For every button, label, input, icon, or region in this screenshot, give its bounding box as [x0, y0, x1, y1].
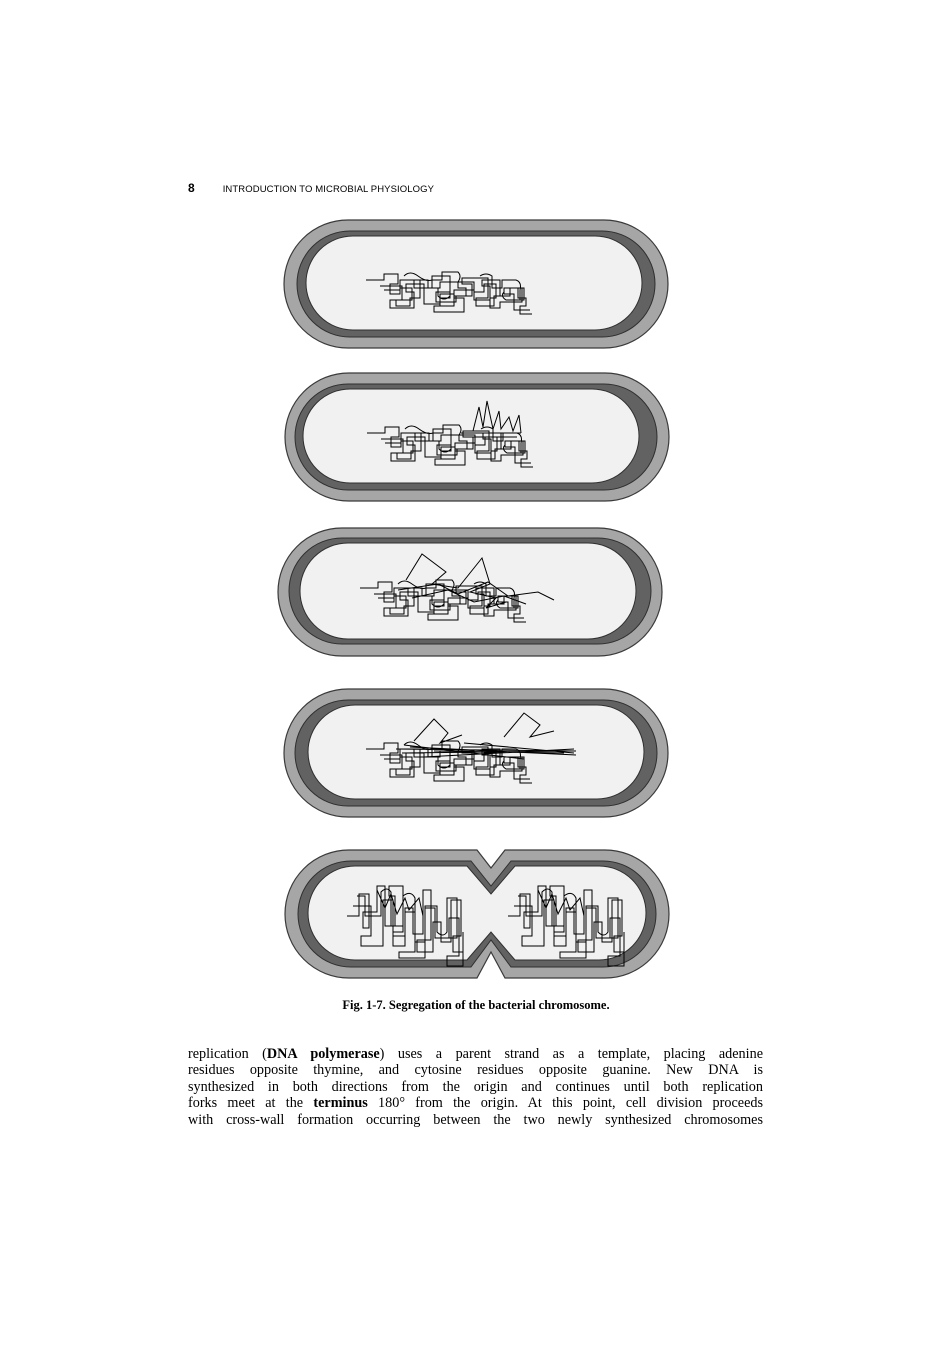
body-line-4 — [188, 1095, 763, 1111]
figure-chromosome-segregation — [270, 212, 682, 992]
figure-caption: Fig. 1-7. Segregation of the bacterial chromosome. — [342, 998, 610, 1012]
cell-panel-3 — [278, 528, 662, 656]
body-line-1 — [188, 1046, 763, 1062]
body-paragraph — [188, 1046, 763, 1128]
cell-panel-5-dividing — [285, 850, 669, 978]
body-line-5: with cross-wall formation occurring between the two newly synthesized chromosomes — [188, 1111, 763, 1128]
cell-panel-2 — [285, 373, 669, 501]
cell-panel-1 — [284, 220, 668, 348]
body-line-3: synthesized in both directions from the origin and continues until both replication — [188, 1078, 763, 1095]
term-dna-polymerase: DNA polymerase — [266, 1046, 380, 1062]
body-line-2: residues opposite thymine, and cytosine residues opposite guanine. New DNA is — [188, 1062, 763, 1079]
term-terminus: terminus — [313, 1095, 368, 1112]
running-head — [188, 179, 434, 195]
cell-panel-4 — [284, 689, 668, 817]
running-title: INTRODUCTION TO MICROBIAL PHYSIOLOGY — [222, 184, 435, 195]
text-run: 180° from the origin. At this point, cell division proceeds — [367, 1095, 763, 1112]
text-run: forks meet at the — [188, 1095, 314, 1112]
text-run: ) uses a parent strand as a template, placing adenine — [379, 1046, 763, 1062]
text-run: replication ( — [188, 1046, 267, 1062]
page-number: 8 — [188, 181, 195, 195]
